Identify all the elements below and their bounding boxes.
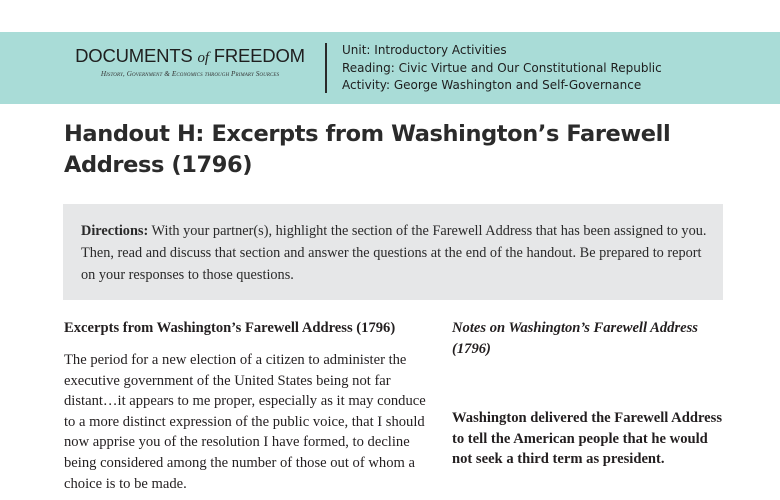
excerpt-heading: Excerpts from Washington’s Farewell Address (1796) [64, 320, 396, 336]
excerpt-paragraph: The period for a new election of a citizen to administer the executive government of the United States being not far distant…it appears to me proper, especially as it may conduce to a more distinct expression of the public voice, that I should now apprise you of the resolution I have formed, to decline being considered among the number of those out of whom a choice is to be made. [64, 352, 426, 492]
page-title: Handout H: Excerpts from Washington’s Farewell Address (1796) [64, 121, 671, 178]
notes-heading: Notes on Washington’s Farewell Address (1796) [452, 320, 698, 357]
header-divider [325, 43, 327, 93]
reading-label: Reading: Civic Virtue and Our Constitutional Republic [342, 60, 662, 75]
notes-column [452, 318, 730, 468]
header-band [0, 32, 780, 104]
directions-box [63, 204, 723, 300]
notes-text: Washington delivered the Farewell Address to tell the American people that he would not seek a third term as president. [452, 410, 722, 468]
logo-wordmark [72, 45, 308, 69]
logo-word-freedom: FREEDOM [213, 45, 305, 66]
logo-word-of: of [197, 50, 209, 66]
directions-label: Directions: [81, 223, 149, 239]
excerpt-column [64, 318, 430, 494]
logo-word-documents: DOCUMENTS [75, 45, 193, 66]
directions-text: With your partner(s), highlight the section of the Farewell Address that has been assigned to you. Then, read and discuss that section and answer the questions at the end of the handout. Be prepared to report on your responses to those questions. [81, 223, 707, 283]
activity-label: Activity: George Washington and Self-Governance [342, 78, 642, 92]
documents-of-freedom-logo [72, 45, 308, 78]
unit-label: Unit: Introductory Activities [342, 43, 507, 57]
logo-tagline: History, Government & Economics through Primary Sources [100, 70, 280, 78]
lesson-meta [342, 42, 662, 95]
